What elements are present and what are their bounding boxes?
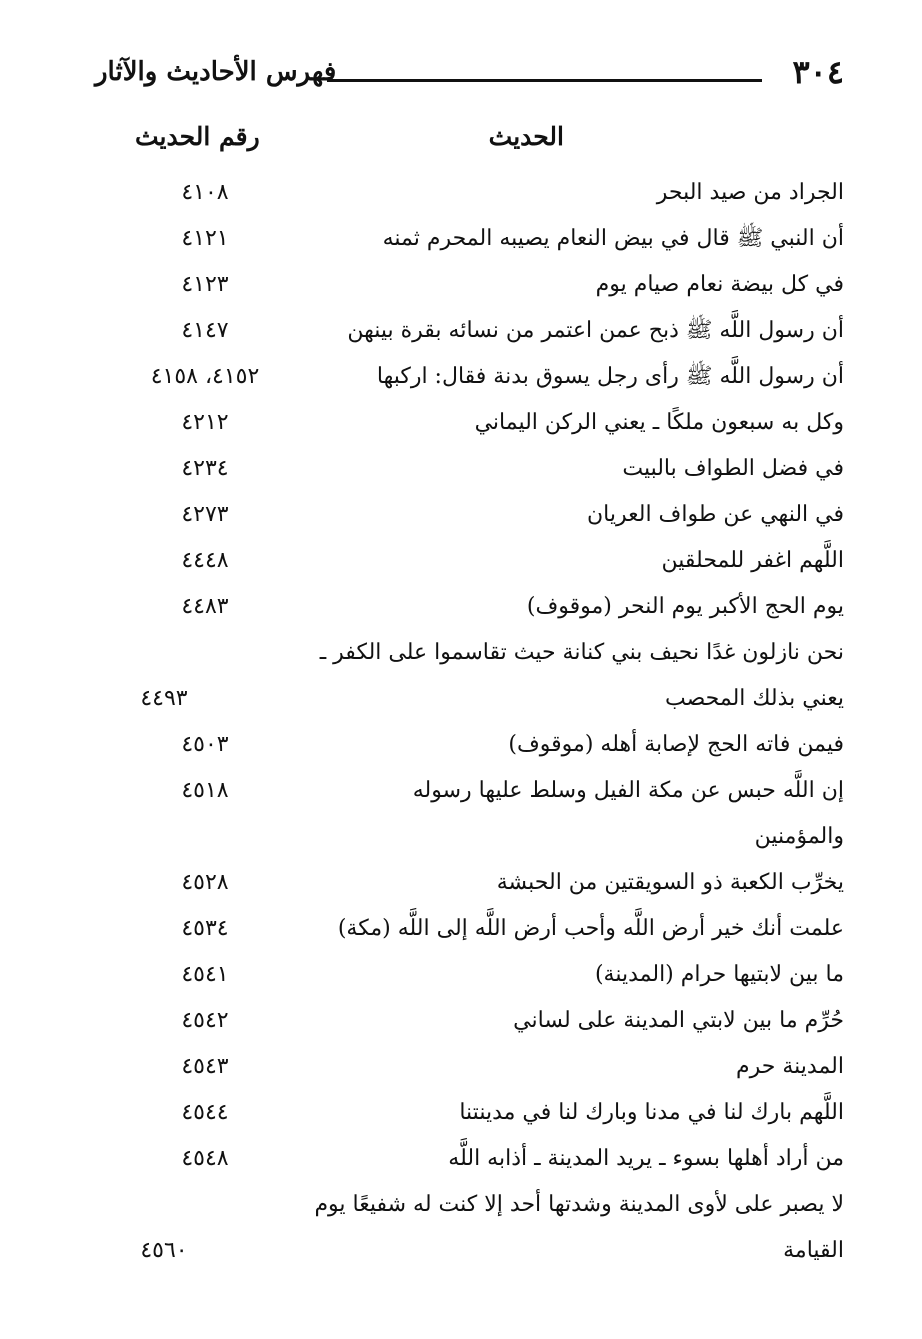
list-item [95, 354, 844, 400]
hadith-number: ٤٥٤٤ [181, 1100, 229, 1125]
list-item [95, 630, 844, 722]
hadith-text: في النهي عن طواف العريان [587, 502, 844, 527]
hadith-text: إن اللَّه حبس عن مكة الفيل وسلط عليها رسوله والمؤمنين [412, 778, 844, 849]
hadith-text-line: لا يصبر على لأوى المدينة وشدتها أحد إلا كنت له شفيعًا يوم [314, 1192, 844, 1217]
list-item [95, 1044, 844, 1090]
list-item [95, 492, 844, 538]
hadith-number: ٤٥٣٤ [181, 916, 229, 941]
list-item [95, 768, 844, 860]
hadith-text: يوم الحج الأكبر يوم النحر (موقوف) [526, 594, 844, 619]
hadith-number: ٤٢٣٤ [181, 456, 229, 481]
list-item [95, 584, 844, 630]
list-item [95, 216, 844, 262]
hadith-text [274, 1182, 844, 1274]
hadith-text: يخرِّب الكعبة ذو السويقتين من الحبشة [496, 870, 844, 895]
hadith-number: ٤٥٢٨ [181, 870, 229, 895]
hadith-number: ٤٥٤١ [181, 962, 229, 987]
hadith-number: ٤٥٤٢ [181, 1008, 229, 1033]
hadith-number: ٤٤٩٣ [140, 686, 188, 711]
hadith-index-list [95, 170, 844, 1274]
column-headers [95, 118, 844, 158]
hadith-number: ٤١٢٣ [181, 272, 229, 297]
hadith-column-header: الحديث [488, 122, 564, 151]
hadith-number: ٤١٤٧ [181, 318, 229, 343]
running-title: فهرس الأحاديث والآثار [95, 57, 337, 87]
list-item [95, 170, 844, 216]
list-item [95, 538, 844, 584]
hadith-number: ٤٤٨٣ [181, 594, 229, 619]
page-header [95, 52, 844, 96]
hadith-number: ٤٥٤٨ [181, 1146, 229, 1171]
hadith-number: ٤٥٦٠ [140, 1238, 188, 1263]
hadith-number: ٤١٠٨ [181, 180, 229, 205]
hadith-text: أن رسول اللَّه ﷺ رأى رجل يسوق بدنة فقال: اركبها [376, 364, 844, 389]
list-item [95, 262, 844, 308]
hadith-text: اللَّهم بارك لنا في مدنا وبارك لنا في مدينتنا [459, 1100, 844, 1125]
hadith-text [274, 630, 844, 722]
list-item [95, 1182, 844, 1274]
hadith-text: أن رسول اللَّه ﷺ ذبح عمن اعتمر من نسائه بقرة بينهن [347, 318, 844, 343]
hadith-text: علمت أنك خير أرض اللَّه وأحب أرض اللَّه إلى اللَّه (مكة) [337, 916, 844, 941]
hadith-number: ٤٥١٨ [181, 778, 229, 803]
hadith-number: ٤٥٤٣ [181, 1054, 229, 1079]
hadith-text: أن النبي ﷺ قال في بيض النعام يصيبه المحرم ثمنه [382, 226, 844, 251]
header-rule [327, 79, 762, 82]
hadith-text: من أراد أهلها بسوء ـ يريد المدينة ـ أذابه اللَّه [448, 1146, 844, 1171]
list-item [95, 446, 844, 492]
list-item [95, 1090, 844, 1136]
hadith-text: ما بين لابتيها حرام (المدينة) [594, 962, 844, 987]
list-item [95, 952, 844, 998]
list-item [95, 722, 844, 768]
hadith-text: حُرِّم ما بين لابتي المدينة على لساني [513, 1008, 844, 1033]
hadith-text: في فضل الطواف بالبيت [622, 456, 844, 481]
hadith-number: ٤١٢١ [181, 226, 229, 251]
list-item [95, 308, 844, 354]
hadith-text: اللَّهم اغفر للمحلقين [661, 548, 844, 573]
hadith-text-line: نحن نازلون غدًا نحيف بني كنانة حيث تقاسموا على الكفر ـ [319, 640, 844, 665]
hadith-number: ٤٢١٢ [181, 410, 229, 435]
hadith-number: ٤٢٧٣ [181, 502, 229, 527]
hadith-number: ٤٥٠٣ [181, 732, 229, 757]
list-item [95, 860, 844, 906]
hadith-number-column-header: رقم الحديث [135, 122, 260, 151]
hadith-text: وكل به سبعون ملكًا ـ يعني الركن اليماني [474, 410, 844, 435]
page-number: ٣٠٤ [792, 53, 844, 91]
hadith-text: المدينة حرم [736, 1054, 844, 1079]
list-item [95, 400, 844, 446]
list-item [95, 998, 844, 1044]
hadith-text: الجراد من صيد البحر [656, 180, 844, 205]
hadith-number: ٤٤٤٨ [181, 548, 229, 573]
hadith-text-line: يعني بذلك المحصب [664, 686, 844, 711]
list-item [95, 906, 844, 952]
hadith-text: في كل بيضة نعام صيام يوم [595, 272, 844, 297]
hadith-text: فيمن فاته الحج لإصابة أهله (موقوف) [508, 732, 844, 757]
hadith-number: ٤١٥٢، ٤١٥٨ [150, 364, 260, 389]
hadith-text-line: القيامة [783, 1238, 844, 1263]
list-item [95, 1136, 844, 1182]
